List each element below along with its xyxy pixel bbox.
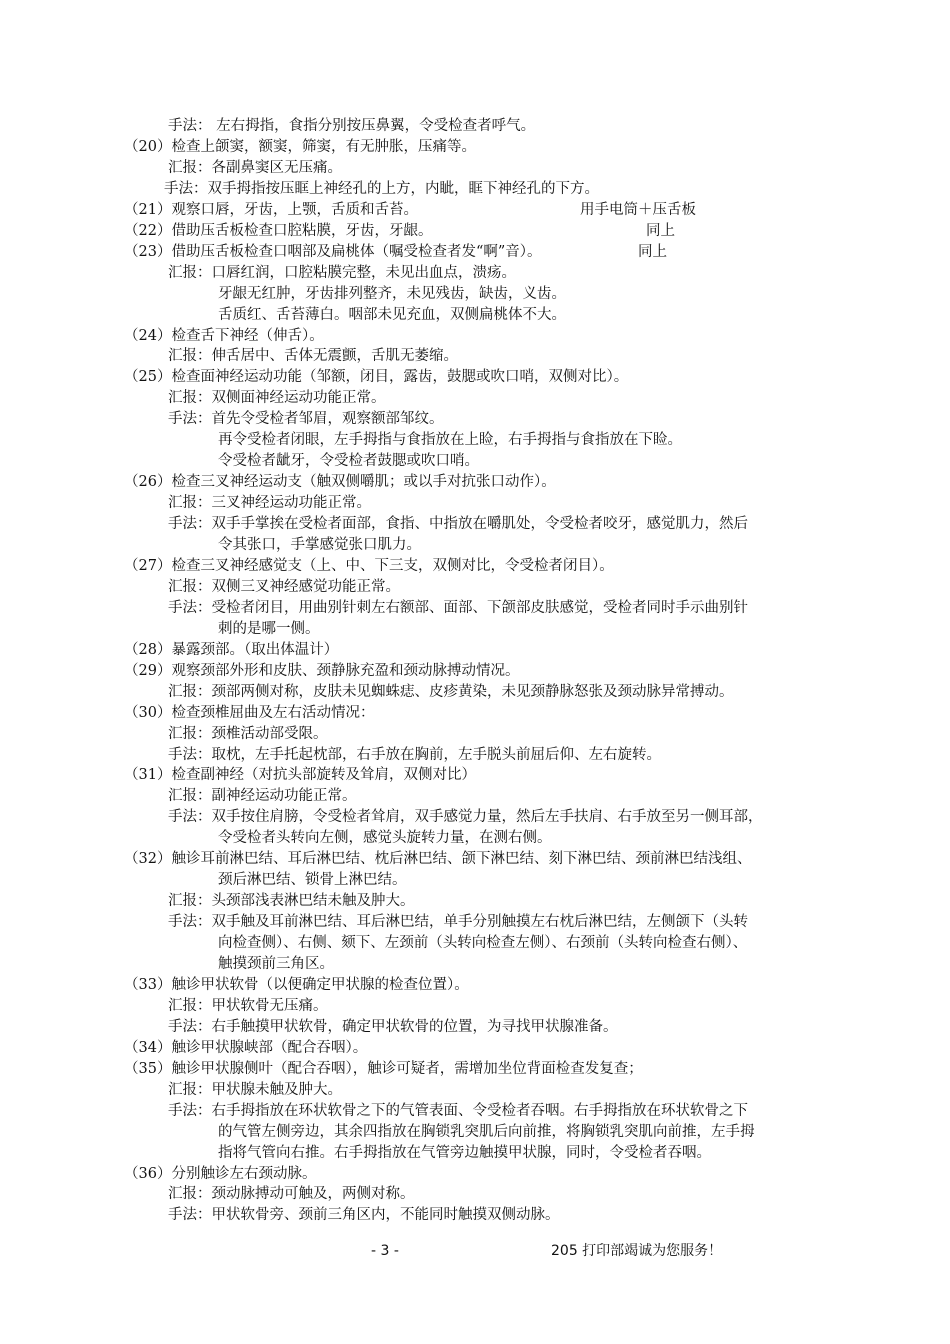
text-line: （25）检查面神经运动功能（邹额，闭目，露齿，鼓腮或吹口哨，双侧对比）。 (124, 369, 629, 385)
text-line: （24）检查舌下神经（伸舌）。 (124, 328, 324, 344)
text-line: （30）检查颈椎屈曲及左右活动情况： (124, 705, 375, 721)
text-line: 汇报：甲状软骨无压痛。 (168, 998, 328, 1014)
text-line: 汇报：颈椎活动部受限。 (168, 726, 328, 742)
text-line: （27）检查三叉神经感觉支（上、中、下三支，双侧对比，令受检者闭目）。 (124, 558, 614, 574)
text-line: 指将气管向右推。右手拇指放在气管旁边触摸甲状腺，同时，令受检者吞咽。 (218, 1145, 711, 1161)
text-line: 向检查侧）、右侧、颏下、左颈前（头转向检查左侧）、右颈前（头转向检查右侧）、 (218, 935, 748, 951)
text-line: 的气管左侧旁边，其余四指放在胸锁乳突肌后向前推，将胸锁乳突肌向前推，左手拇 (218, 1124, 755, 1140)
text-line: 手法：取枕，左手托起枕部，右手放在胸前，左手脱头前屈后仰、左右旋转。 (168, 747, 661, 763)
text-line: （28）暴露颈部。（取出体温计） (124, 642, 339, 658)
text-line: 汇报：甲状腺未触及肿大。 (168, 1082, 342, 1098)
text-line: （35）触诊甲状腺侧叶（配合吞咽），触诊可疑者，需增加坐位背面检查发复查； (124, 1061, 643, 1077)
text-line: 汇报：各副鼻窦区无压痛。 (168, 160, 342, 176)
side-note: 用手电筒＋压舌板 (580, 202, 696, 218)
text-line: （36）分别触诊左右颈动脉。 (124, 1166, 317, 1182)
text-line: 刺的是哪一侧。 (218, 621, 320, 637)
text-line: 牙龈无红肿，牙齿排列整齐，未见残齿，缺齿，义齿。 (218, 286, 566, 302)
text-line: （33）触诊甲状软骨（以便确定甲状腺的检查位置）。 (124, 977, 469, 993)
text-line: 手法：双手拇指按压眶上神经孔的上方，内眦，眶下神经孔的下方。 (164, 181, 599, 197)
text-line: 汇报：伸舌居中、舌体无震颤，舌肌无萎缩。 (168, 348, 458, 364)
text-line: 令受检者头转向左侧，感觉头旋转力量，在测右侧。 (218, 830, 552, 846)
text-line: 汇报：颈部两侧对称，皮肤未见蜘蛛痣、皮疹黄染，未见颈静脉怒张及颈动脉异常搏动。 (168, 684, 734, 700)
text-line: 手法：甲状软骨旁、颈前三角区内，不能同时触摸双侧动脉。 (168, 1207, 560, 1223)
text-line: 汇报：口唇红润，口腔粘膜完整，未见出血点，溃疡。 (168, 265, 516, 281)
text-line: 颈后淋巴结、锁骨上淋巴结。 (218, 872, 407, 888)
text-line: 手法：右手触摸甲状软骨，确定甲状软骨的位置，为寻找甲状腺准备。 (168, 1019, 618, 1035)
text-line: 手法：受检者闭目，用曲别针刺左右额部、面部、下颌部皮肤感觉，受检者同时手示曲别针 (168, 600, 748, 616)
text-line: 汇报：双侧面神经运动功能正常。 (168, 390, 386, 406)
text-line: 汇报：头颈部浅表淋巴结未触及肿大。 (168, 893, 415, 909)
footer-slogan: 205 打印部竭诚为您服务！ (551, 1243, 723, 1259)
text-line: （20）检查上颌窦，额窦，筛窦，有无肿胀，压痛等。 (124, 139, 476, 155)
side-note: 同上 (646, 223, 675, 239)
text-line: 令受检者龇牙，令受检者鼓腮或吹口哨。 (218, 453, 479, 469)
text-line: （34）触诊甲状腺峡部（配合吞咽）。 (124, 1040, 368, 1056)
text-line: 汇报：双侧三叉神经感觉功能正常。 (168, 579, 400, 595)
text-line: 手法：首先令受检者邹眉，观察额部邹纹。 (168, 411, 444, 427)
text-line: 手法：右手拇指放在环状软骨之下的气管表面、令受检者吞咽。右手拇指放在环状软骨之下 (168, 1103, 748, 1119)
text-line: 手法：双手按住肩膀，令受检者耸肩，双手感觉力量，然后左手扶肩、右手放至另一侧耳部， (168, 809, 763, 825)
text-line: （22）借助压舌板检查口腔粘膜，牙齿，牙龈。 (124, 223, 433, 239)
text-line: 汇报：颈动脉搏动可触及，两侧对称。 (168, 1186, 415, 1202)
text-line: 令其张口，手掌感觉张口肌力。 (218, 537, 421, 553)
text-line: 舌质红、舌苔薄白。咽部未见充血，双侧扁桃体不大。 (218, 307, 566, 323)
text-line: （29）观察颈部外形和皮肤、颈静脉充盈和颈动脉搏动情况。 (124, 663, 520, 679)
text-line: 手法：双手手掌挨在受检者面部，食指、中指放在嚼肌处，令受检者咬牙，感觉肌力，然后 (168, 516, 748, 532)
text-line: 汇报：三叉神经运动功能正常。 (168, 495, 371, 511)
text-line: （26）检查三叉神经运动支（触双侧嚼肌；或以手对抗张口动作）。 (124, 474, 556, 490)
text-line: 手法： 左右拇指，食指分别按压鼻翼，令受检查者呼气。 (168, 118, 536, 134)
text-line: （32）触诊耳前淋巴结、耳后淋巴结、枕后淋巴结、颌下淋巴结、刻下淋巴结、颈前淋巴结浅组、 (124, 851, 752, 867)
text-line: （21）观察口唇，牙齿，上颚，舌质和舌苔。 (124, 202, 418, 218)
side-note: 同上 (638, 244, 667, 260)
text-line: 再令受检者闭眼，左手拇指与食指放在上睑，右手拇指与食指放在下睑。 (218, 432, 682, 448)
text-line: 手法：双手触及耳前淋巴结、耳后淋巴结，单手分别触摸左右枕后淋巴结，左侧颌下（头转 (168, 914, 748, 930)
text-line: 触摸颈前三角区。 (218, 956, 334, 972)
text-line: 汇报：副神经运动功能正常。 (168, 788, 357, 804)
page-number: - 3 - (371, 1243, 399, 1259)
text-line: （23）借助压舌板检查口咽部及扁桃体（嘱受检查者发“啊”音）。 (124, 244, 542, 260)
text-line: （31）检查副神经（对抗头部旋转及耸肩，双侧对比） (124, 767, 476, 783)
